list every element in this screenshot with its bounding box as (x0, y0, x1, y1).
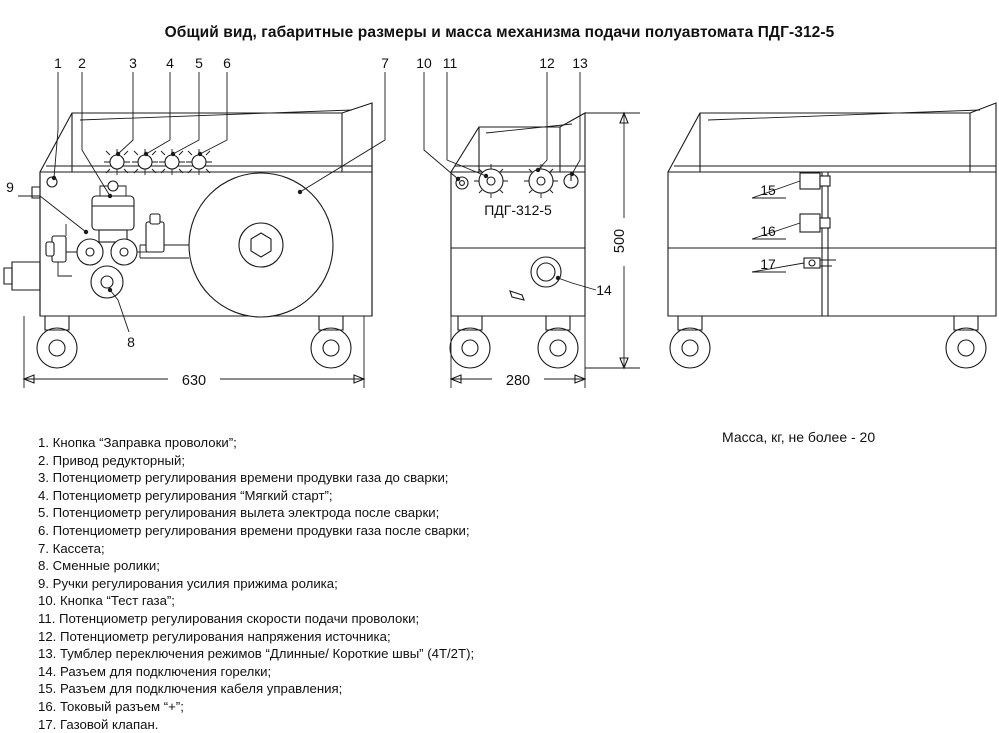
callout-3: 3 (129, 55, 137, 71)
callout-17: 17 (760, 256, 776, 272)
legend-item: 15. Разъем для подключения кабеля управления; (38, 680, 658, 698)
legend-item: 4. Потенциометр регулирования “Мягкий старт”; (38, 487, 658, 505)
dimension-280-label: 280 (506, 373, 530, 389)
legend-item: 9. Ручки регулирования усилия прижима ролика; (38, 575, 658, 593)
side-view (416, 55, 640, 390)
dimension-500 (585, 113, 640, 368)
model-label: ПДГ-312-5 (484, 202, 552, 218)
legend-item: 11. Потенциометр регулирования скорости подачи проволоки; (38, 610, 658, 628)
rear-view (668, 103, 996, 368)
dimension-630-label: 630 (182, 373, 206, 389)
callout-8: 8 (127, 334, 135, 350)
callout-10: 10 (416, 55, 432, 71)
legend-item: 12. Потенциометр регулирования напряжения источника; (38, 628, 658, 646)
legend-item: 1. Кнопка “Заправка проволоки”; (38, 434, 658, 452)
callout-16: 16 (760, 223, 776, 239)
legend-item: 7. Кассета; (38, 540, 658, 558)
callout-11: 11 (443, 55, 458, 71)
legend-item: 13. Тумблер переключения режимов “Длинные/ Короткие швы” (4Т/2Т); (38, 645, 658, 663)
callout-2: 2 (78, 55, 86, 71)
callout-14: 14 (596, 282, 612, 298)
page-title: Общий вид, габаритные размеры и масса механизма подачи полуавтомата ПДГ-312-5 (0, 24, 999, 42)
legend-item: 5. Потенциометр регулирования вылета электрода после сварки; (38, 504, 658, 522)
legend-item: 8. Сменные ролики; (38, 557, 658, 575)
legend-item: 3. Потенциометр регулирования времени продувки газа до сварки; (38, 469, 658, 487)
legend-item: 14. Разъем для подключения горелки; (38, 663, 658, 681)
legend-item: 6. Потенциометр регулирования времени продувки газа после сварки; (38, 522, 658, 540)
callout-6: 6 (223, 55, 231, 71)
front-view (4, 55, 389, 390)
mass-note: Масса, кг, не более - 20 (722, 429, 875, 445)
callout-1: 1 (54, 55, 62, 71)
callout-4: 4 (166, 55, 174, 71)
callout-13: 13 (572, 55, 588, 71)
legend-item: 16. Токовый разъем “+”; (38, 698, 658, 716)
legend-item: 10. Кнопка “Тест газа”; (38, 592, 658, 610)
dimension-500-label: 500 (612, 229, 628, 253)
callout-12: 12 (539, 55, 555, 71)
legend-list (38, 434, 658, 733)
legend-item: 17. Газовой клапан. (38, 716, 658, 733)
callout-5: 5 (195, 55, 203, 71)
callout-9: 9 (6, 179, 14, 195)
callout-7: 7 (381, 55, 389, 71)
callout-15: 15 (760, 182, 776, 198)
legend-item: 2. Привод редукторный; (38, 452, 658, 470)
